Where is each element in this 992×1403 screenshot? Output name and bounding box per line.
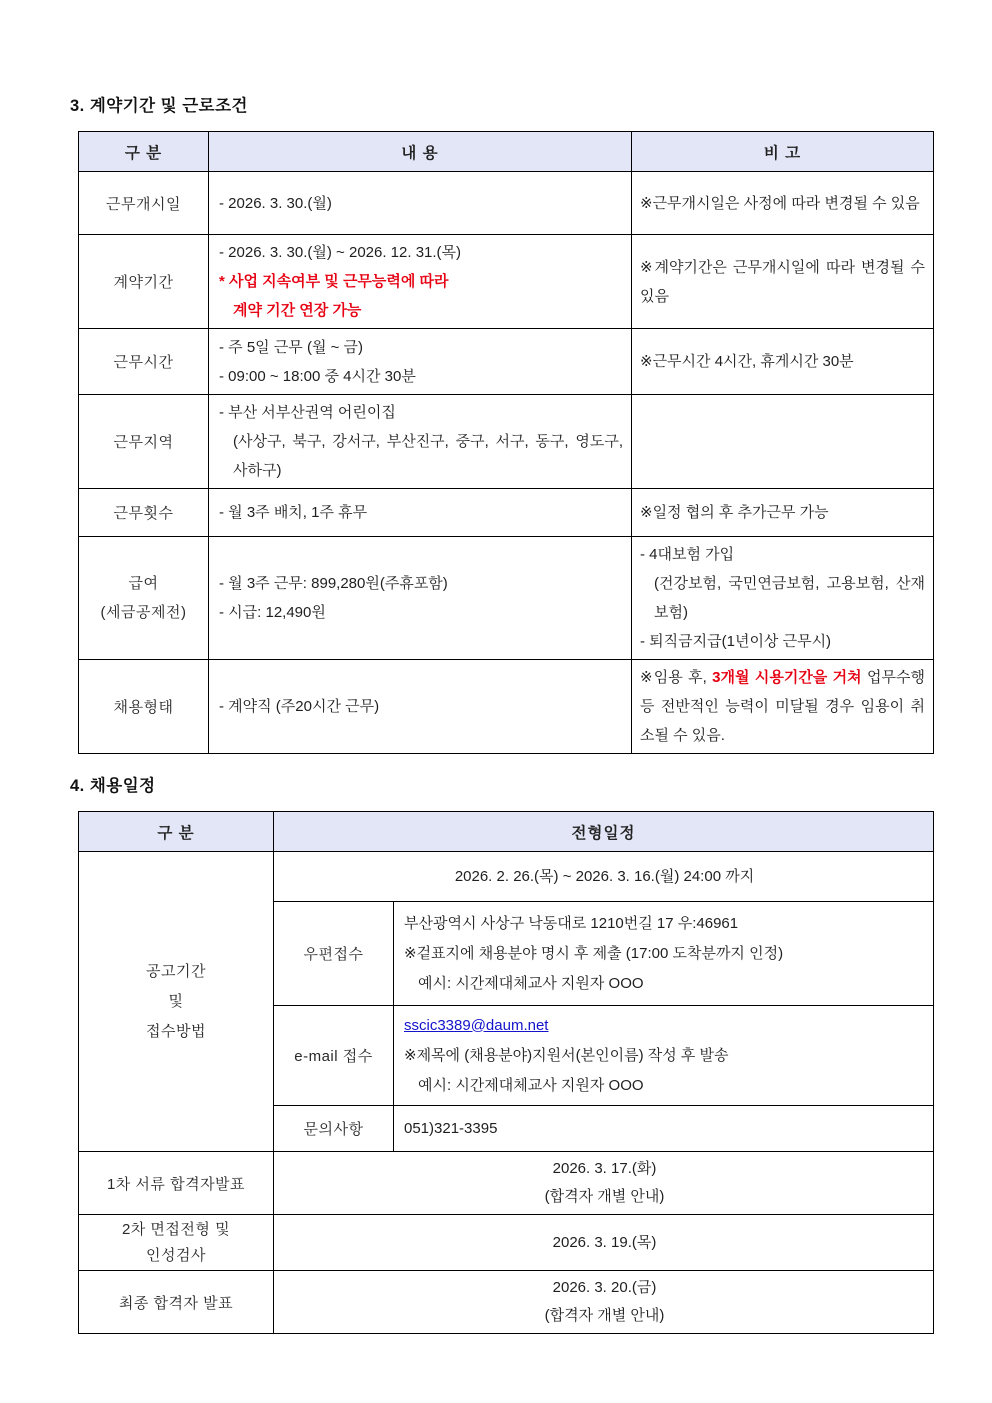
content-line: - 2026. 3. 30.(월)	[219, 194, 332, 212]
content-line: ※겉표지에 채용분야 명시 후 제출 (17:00 도착분까지 인정)	[404, 944, 784, 962]
row-label: 계약기간	[79, 235, 209, 329]
recruitment-schedule-table	[78, 811, 934, 1334]
row-content	[209, 660, 632, 754]
row-remark	[632, 235, 934, 329]
row-label: 근무횟수	[79, 489, 209, 537]
row-work-area	[79, 395, 934, 489]
content-line: - 계약직 (주20시간 근무)	[219, 698, 380, 715]
value-line: 2026. 3. 19.(목)	[552, 1233, 657, 1251]
value-line: 2026. 3. 17.(화)	[552, 1160, 657, 1177]
value-line: 2026. 3. 20.(금)	[552, 1279, 657, 1296]
email-link-line	[404, 1011, 925, 1041]
remark-segment: ※임용 후,	[640, 669, 713, 686]
row-application-period	[79, 852, 934, 902]
content-line: ※제목에 (채용분야)지원서(본인이름) 작성 후 발송	[404, 1046, 729, 1064]
content-line: 예시: 시간제대체교사 지원자 OOO	[418, 1076, 644, 1094]
t1-header-row	[79, 132, 934, 172]
row-remark	[632, 489, 934, 537]
row-remark	[632, 537, 934, 660]
contract-conditions-table	[78, 131, 934, 754]
row-second-interview	[79, 1215, 934, 1271]
row-remark	[632, 395, 934, 489]
remark-line: ※계약기간은 근무개시일에 따라 변경될 수 있음	[640, 258, 925, 305]
label-line: 급여	[128, 575, 159, 592]
content-line: (사상구, 북구, 강서구, 부산진구, 중구, 서구, 동구, 영도구, 사하구)	[233, 433, 623, 479]
row-employment-type	[79, 660, 934, 754]
remark-line: ※일정 협의 후 추가근무 가능	[640, 504, 829, 521]
content-line: - 2026. 3. 30.(월) ~ 2026. 12. 31.(목)	[219, 244, 462, 261]
row-label	[79, 537, 209, 660]
content-line: 예시: 시간제대체교사 지원자 OOO	[418, 974, 644, 992]
row-first-pass-announcement	[79, 1152, 934, 1215]
content-line: - 주 5일 근무 (월 ~ 금)	[219, 338, 364, 356]
content-line: 부산광역시 사상구 낙동대로 1210번길 17 우:46961	[404, 914, 739, 932]
row-remark	[632, 329, 934, 395]
row-content	[209, 537, 632, 660]
row-content	[209, 172, 632, 235]
row-content	[209, 489, 632, 537]
section3-title: 3. 계약기간 및 근로조건	[70, 97, 248, 115]
label-line: 및	[168, 992, 184, 1010]
label-line: 2차 면접전형 및	[121, 1220, 231, 1238]
row-label: 1차 서류 합격자발표	[79, 1152, 274, 1215]
row-value	[274, 1271, 934, 1334]
period-text: 2026. 2. 26.(목) ~ 2026. 3. 16.(월) 24:00 까지	[454, 867, 755, 885]
remark-segment-red: 3개월 시용기간을 거쳐	[712, 669, 862, 686]
row-work-start-date	[79, 172, 934, 235]
row-content	[209, 235, 632, 329]
row-work-frequency	[79, 489, 934, 537]
email-link[interactable]: sscic3389@daum.net	[404, 1016, 549, 1034]
inquiry-value	[394, 1106, 934, 1152]
remark-line: (건강보험, 국민연금보험, 고용보험, 산재보험)	[654, 575, 925, 621]
content-line: - 시급: 12,490원	[219, 604, 326, 621]
row-label: 근무시간	[79, 329, 209, 395]
phone-number: 051)321-3395	[404, 1119, 498, 1137]
label-line: 인성검사	[146, 1246, 206, 1264]
t2-header-schedule: 전형일정	[274, 812, 934, 852]
postal-content	[394, 902, 934, 1006]
t1-header-category: 구 분	[79, 132, 209, 172]
remark-line: ※근무시간 4시간, 휴게시간 30분	[640, 353, 854, 370]
content-line: - 월 3주 근무: 899,280원(주휴포함)	[219, 575, 448, 592]
row-value	[274, 1152, 934, 1215]
value-line: (합격자 개별 안내)	[544, 1307, 665, 1324]
content-line-red: * 사업 지속여부 및 근무능력에 따라	[219, 273, 449, 290]
label-line: 공고기간	[146, 962, 206, 980]
postal-label: 우편접수	[274, 902, 394, 1006]
remark-flow	[640, 663, 925, 750]
application-period-value	[274, 852, 934, 902]
t2-header-row	[79, 812, 934, 852]
row-content	[209, 395, 632, 489]
row-remark	[632, 660, 934, 754]
t1-header-remark: 비 고	[632, 132, 934, 172]
row-label	[79, 1215, 274, 1271]
remark-line: ※근무개시일은 사정에 따라 변경될 수 있음	[640, 194, 920, 212]
inquiry-label: 문의사항	[274, 1106, 394, 1152]
t1-header-content: 내 용	[209, 132, 632, 172]
content-line: - 월 3주 배치, 1주 휴무	[219, 504, 368, 521]
row-label: 근무개시일	[79, 172, 209, 235]
row-label: 근무지역	[79, 395, 209, 489]
row-work-hours	[79, 329, 934, 395]
row-contract-period	[79, 235, 934, 329]
row-label: 최종 합격자 발표	[79, 1271, 274, 1334]
content-line: - 09:00 ~ 18:00 중 4시간 30분	[219, 367, 416, 385]
content-line: - 부산 서부산권역 어린이집	[219, 404, 396, 421]
row-content	[209, 329, 632, 395]
remark-line: - 4대보험 가입	[640, 546, 735, 563]
row-remark	[632, 172, 934, 235]
row-salary	[79, 537, 934, 660]
email-label: e-mail 접수	[274, 1006, 394, 1106]
label-line: (세금공제전)	[100, 604, 187, 621]
label-line: 접수방법	[146, 1022, 206, 1040]
value-line: (합격자 개별 안내)	[544, 1188, 665, 1205]
remark-line: - 퇴직금지급(1년이상 근무시)	[640, 633, 832, 650]
row-final-pass-announcement	[79, 1271, 934, 1334]
t2-header-category: 구 분	[79, 812, 274, 852]
content-line-red: 계약 기간 연장 가능	[233, 302, 362, 319]
remark-segment: 업무수행 등 전반적인 능력이 미달될 경우 임용이 취소될 수 있음.	[640, 669, 925, 744]
row-label: 채용형태	[79, 660, 209, 754]
section4-title: 4. 채용일정	[70, 777, 156, 795]
email-content	[394, 1006, 934, 1106]
row-value	[274, 1215, 934, 1271]
merged-label-notice-and-application	[79, 852, 274, 1152]
